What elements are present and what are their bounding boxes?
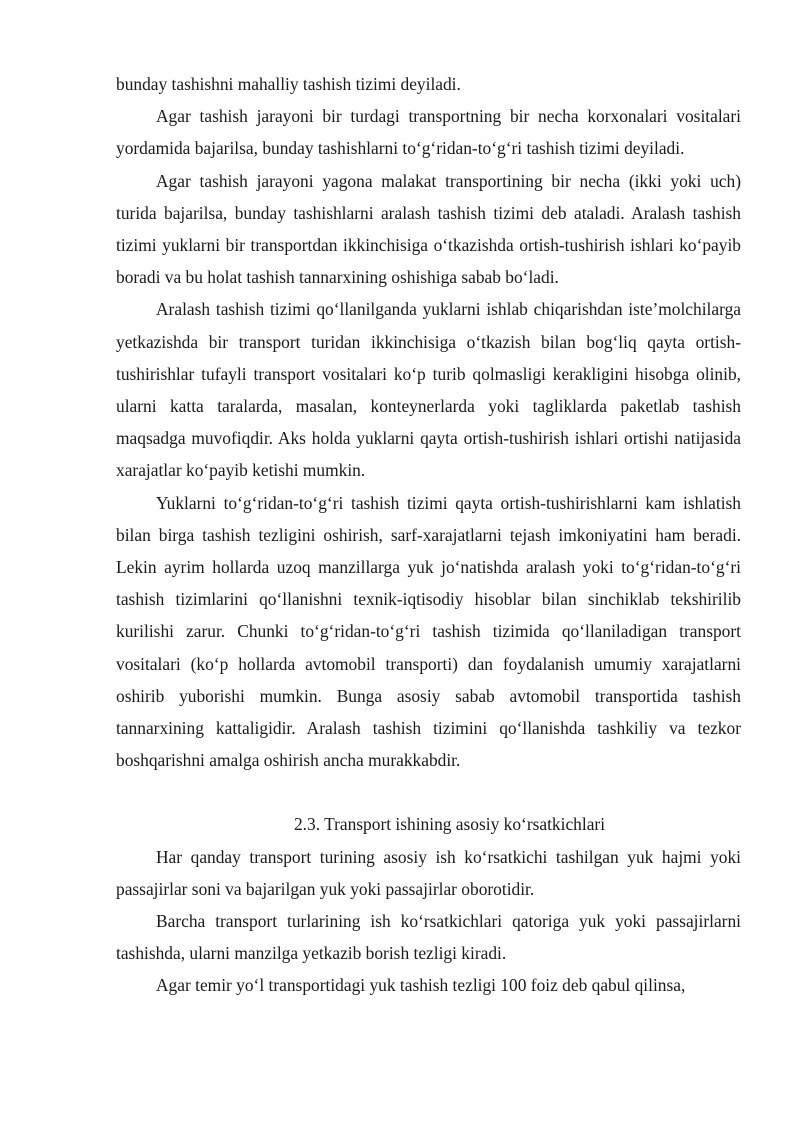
paragraph-continuation: bunday tashishni mahalliy tashish tizimi deyiladi. [116, 74, 461, 94]
paragraph-delivery-speed: Barcha transport turlarining ish ko‘rsatkichlari qatoriga yuk yoki passajirlarni tashishda, ularni manzilga yetkazib borish tezligi kiradi. [116, 911, 741, 964]
paragraph-mixed-transport: Agar tashish jarayoni yagona malakat transportining bir necha (ikki yoki uch) turida bajarilsa, bunday tashishlarni aralash tashish tizimi deb ataladi. Aralash tashish tizimi yuklarni bir transportdan ikkinchisiga o‘tkazishda ortish-tushirish ishlari ko‘payib boradi va bu holat tashish tannarxining oshishiga sabab bo‘ladi. [116, 170, 741, 288]
paragraph-mixed-system-containers: Aralash tashish tizimi qo‘llanilganda yuklarni ishlab chiqarishdan iste’molchilarga yetkazishda bir transport turidan ikkinchisiga o‘tkazish bilan bog‘liq qayta ortish-tushirishlar tufayli transport vositalari ko‘p turib qolmasligi kerakligini hisobga olinib, ularni katta taralarda, masalan, konteynerlarda yoki tagliklarda paketlab tashish maqsadga muvofiqdir. Aks holda yuklarni qayta ortish-tushirish ishlari ortishi natijasida xarajatlar ko‘payib ketishi mumkin. [116, 299, 741, 481]
paragraph-main-indicators: Har qanday transport turining asosiy ish ko‘rsatkichi tashilgan yuk hajmi yoki passajirlar soni va bajarilgan yuk yoki passajirlar oborotidir. [116, 846, 741, 899]
paragraph-direct-transport: Agar tashish jarayoni bir turdagi transportning bir necha korxonalari vositalari yordamida bajarilsa, bunday tashishlarni to‘g‘ridan-to‘g‘ri tashish tizimi deyiladi. [116, 106, 741, 159]
section-heading: 2.3. Transport ishining asosiy ko‘rsatkichlari [293, 814, 606, 835]
paragraph-railway-speed: Agar temir yo‘l transportidagi yuk tashish tezligi 100 foiz deb qabul qilinsa, [156, 975, 686, 996]
page-body [116, 68, 741, 1002]
paragraph-direct-system-benefits: Yuklarni to‘g‘ridan-to‘g‘ri tashish tizimi qayta ortish-tushirishlarni kam ishlatish bilan birga tashish tezligini oshirish, sarf-xarajatlarni tejash imkoniyatini ham beradi. Lekin ayrim hollarda uzoq manzillarga yuk jo‘natishda aralash yoki to‘g‘ridan-to‘g‘ri tashish tizimlarini qo‘llanishni texnik-iqtisodiy hisoblar bilan sinchiklab tekshirilib kurilishi zarur. Chunki to‘g‘ridan-to‘g‘ri tashish tizimida qo‘llaniladigan transport vositalari (ko‘p hollarda avtomobil transporti) dan foydalanish umumiy xarajatlarni oshirib yuborishi mumkin. Bunga asosiy sabab avtomobil transportida tashish tannarxining kattaligidir. Aralash tashish tizimini qo‘llanishda tashkiliy va tezkor boshqarishni amalga oshirish ancha murakkabdir. [116, 492, 741, 771]
